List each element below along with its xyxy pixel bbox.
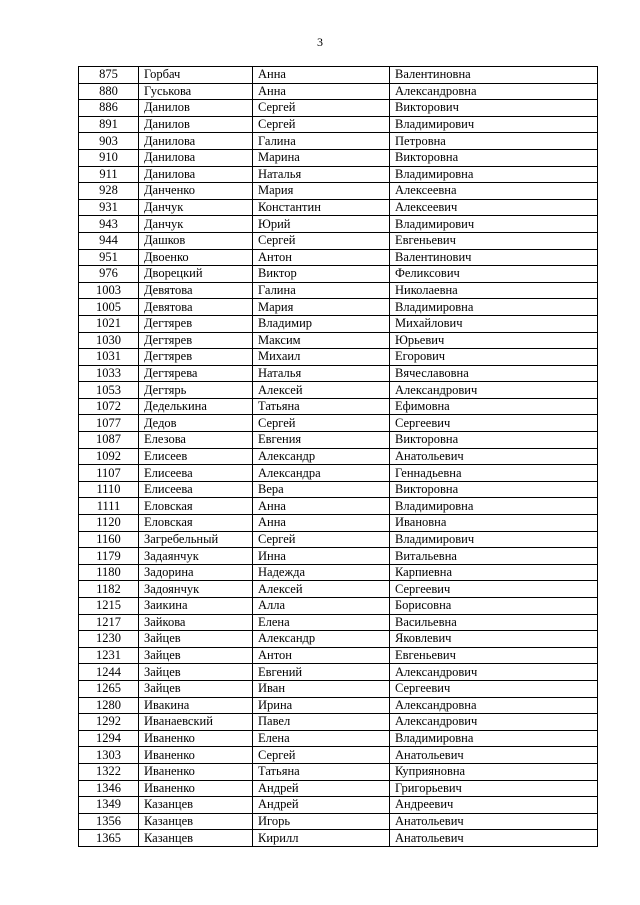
surname-cell: Горбач <box>139 67 253 84</box>
row-number-cell: 1110 <box>79 481 139 498</box>
first-name-cell: Галина <box>253 282 390 299</box>
row-number-cell: 1356 <box>79 813 139 830</box>
patronymic-cell: Евгеньевич <box>390 647 598 664</box>
patronymic-cell: Витальевна <box>390 548 598 565</box>
surname-cell: Дегтярь <box>139 382 253 399</box>
table-row <box>79 100 598 117</box>
surname-cell: Зайкова <box>139 614 253 631</box>
first-name-cell: Анна <box>253 498 390 515</box>
patronymic-cell: Александрович <box>390 664 598 681</box>
first-name-cell: Анна <box>253 83 390 100</box>
row-number-cell: 1031 <box>79 349 139 366</box>
table-row <box>79 614 598 631</box>
first-name-cell: Алла <box>253 598 390 615</box>
row-number-cell: 1303 <box>79 747 139 764</box>
patronymic-cell: Николаевна <box>390 282 598 299</box>
row-number-cell: 928 <box>79 183 139 200</box>
row-number-cell: 1294 <box>79 730 139 747</box>
table-row <box>79 714 598 731</box>
row-number-cell: 1180 <box>79 564 139 581</box>
surname-cell: Зайцев <box>139 631 253 648</box>
table-row <box>79 282 598 299</box>
surname-cell: Елисеева <box>139 465 253 482</box>
surname-cell: Еловская <box>139 498 253 515</box>
patronymic-cell: Алексеевич <box>390 199 598 216</box>
first-name-cell: Татьяна <box>253 398 390 415</box>
surname-cell: Данилова <box>139 149 253 166</box>
row-number-cell: 1092 <box>79 448 139 465</box>
table-row <box>79 813 598 830</box>
first-name-cell: Сергей <box>253 747 390 764</box>
table-row <box>79 199 598 216</box>
table-row <box>79 830 598 847</box>
row-number-cell: 891 <box>79 116 139 133</box>
first-name-cell: Инна <box>253 548 390 565</box>
first-name-cell: Марина <box>253 149 390 166</box>
surname-cell: Задорина <box>139 564 253 581</box>
first-name-cell: Михаил <box>253 349 390 366</box>
surname-cell: Дедов <box>139 415 253 432</box>
patronymic-cell: Владимирович <box>390 116 598 133</box>
first-name-cell: Наталья <box>253 365 390 382</box>
row-number-cell: 903 <box>79 133 139 150</box>
row-number-cell: 1120 <box>79 515 139 532</box>
names-table-body <box>79 67 598 847</box>
row-number-cell: 1111 <box>79 498 139 515</box>
patronymic-cell: Ивановна <box>390 515 598 532</box>
patronymic-cell: Владимировна <box>390 299 598 316</box>
surname-cell: Данилова <box>139 133 253 150</box>
first-name-cell: Наталья <box>253 166 390 183</box>
table-row <box>79 780 598 797</box>
first-name-cell: Сергей <box>253 100 390 117</box>
patronymic-cell: Петровна <box>390 133 598 150</box>
table-row <box>79 680 598 697</box>
surname-cell: Девятова <box>139 282 253 299</box>
table-row <box>79 531 598 548</box>
patronymic-cell: Анатольевич <box>390 747 598 764</box>
first-name-cell: Константин <box>253 199 390 216</box>
table-row <box>79 797 598 814</box>
row-number-cell: 1292 <box>79 714 139 731</box>
row-number-cell: 1033 <box>79 365 139 382</box>
surname-cell: Задаянчук <box>139 548 253 565</box>
first-name-cell: Сергей <box>253 232 390 249</box>
patronymic-cell: Сергеевич <box>390 680 598 697</box>
surname-cell: Дегтярев <box>139 332 253 349</box>
surname-cell: Елисеев <box>139 448 253 465</box>
row-number-cell: 931 <box>79 199 139 216</box>
first-name-cell: Александр <box>253 631 390 648</box>
patronymic-cell: Валентинович <box>390 249 598 266</box>
patronymic-cell: Ефимовна <box>390 398 598 415</box>
first-name-cell: Алексей <box>253 581 390 598</box>
patronymic-cell: Григорьевич <box>390 780 598 797</box>
patronymic-cell: Владимировна <box>390 498 598 515</box>
table-row <box>79 730 598 747</box>
patronymic-cell: Владимировна <box>390 166 598 183</box>
patronymic-cell: Евгеньевич <box>390 232 598 249</box>
table-row <box>79 166 598 183</box>
row-number-cell: 1003 <box>79 282 139 299</box>
table-row <box>79 432 598 449</box>
row-number-cell: 1021 <box>79 315 139 332</box>
first-name-cell: Мария <box>253 299 390 316</box>
row-number-cell: 1346 <box>79 780 139 797</box>
first-name-cell: Сергей <box>253 116 390 133</box>
table-row <box>79 598 598 615</box>
surname-cell: Задоянчук <box>139 581 253 598</box>
surname-cell: Иваненко <box>139 730 253 747</box>
table-row <box>79 249 598 266</box>
patronymic-cell: Вячеславовна <box>390 365 598 382</box>
surname-cell: Деделькина <box>139 398 253 415</box>
table-row <box>79 382 598 399</box>
first-name-cell: Анна <box>253 515 390 532</box>
surname-cell: Данчук <box>139 199 253 216</box>
table-row <box>79 67 598 84</box>
patronymic-cell: Алексеевна <box>390 183 598 200</box>
row-number-cell: 875 <box>79 67 139 84</box>
patronymic-cell: Юрьевич <box>390 332 598 349</box>
table-row <box>79 548 598 565</box>
table-row <box>79 564 598 581</box>
row-number-cell: 976 <box>79 266 139 283</box>
row-number-cell: 1230 <box>79 631 139 648</box>
first-name-cell: Антон <box>253 647 390 664</box>
table-row <box>79 216 598 233</box>
surname-cell: Данилов <box>139 116 253 133</box>
surname-cell: Елезова <box>139 432 253 449</box>
patronymic-cell: Александрович <box>390 382 598 399</box>
patronymic-cell: Валентиновна <box>390 67 598 84</box>
patronymic-cell: Анатольевич <box>390 830 598 847</box>
table-row <box>79 747 598 764</box>
surname-cell: Зайцев <box>139 647 253 664</box>
first-name-cell: Андрей <box>253 797 390 814</box>
row-number-cell: 1077 <box>79 415 139 432</box>
surname-cell: Елисеева <box>139 481 253 498</box>
surname-cell: Дегтярев <box>139 349 253 366</box>
first-name-cell: Евгения <box>253 432 390 449</box>
patronymic-cell: Яковлевич <box>390 631 598 648</box>
patronymic-cell: Анатольевич <box>390 448 598 465</box>
table-row <box>79 448 598 465</box>
page-number: 3 <box>317 35 323 49</box>
row-number-cell: 1322 <box>79 763 139 780</box>
table-row <box>79 647 598 664</box>
surname-cell: Зайцев <box>139 680 253 697</box>
row-number-cell: 1053 <box>79 382 139 399</box>
patronymic-cell: Геннадьевна <box>390 465 598 482</box>
patronymic-cell: Александрович <box>390 714 598 731</box>
surname-cell: Иваненко <box>139 763 253 780</box>
table-row <box>79 697 598 714</box>
first-name-cell: Виктор <box>253 266 390 283</box>
row-number-cell: 1280 <box>79 697 139 714</box>
first-name-cell: Юрий <box>253 216 390 233</box>
surname-cell: Ивакина <box>139 697 253 714</box>
table-row <box>79 763 598 780</box>
table-row <box>79 332 598 349</box>
table-row <box>79 581 598 598</box>
surname-cell: Данилов <box>139 100 253 117</box>
row-number-cell: 944 <box>79 232 139 249</box>
surname-cell: Загребельный <box>139 531 253 548</box>
patronymic-cell: Владимировна <box>390 730 598 747</box>
patronymic-cell: Васильевна <box>390 614 598 631</box>
table-row <box>79 631 598 648</box>
table-row <box>79 133 598 150</box>
row-number-cell: 911 <box>79 166 139 183</box>
first-name-cell: Сергей <box>253 415 390 432</box>
row-number-cell: 910 <box>79 149 139 166</box>
patronymic-cell: Сергеевич <box>390 581 598 598</box>
surname-cell: Зайцев <box>139 664 253 681</box>
first-name-cell: Елена <box>253 614 390 631</box>
table-row <box>79 664 598 681</box>
first-name-cell: Игорь <box>253 813 390 830</box>
patronymic-cell: Анатольевич <box>390 813 598 830</box>
table-row <box>79 481 598 498</box>
patronymic-cell: Владимирович <box>390 216 598 233</box>
row-number-cell: 1182 <box>79 581 139 598</box>
first-name-cell: Сергей <box>253 531 390 548</box>
row-number-cell: 1107 <box>79 465 139 482</box>
patronymic-cell: Викторовна <box>390 149 598 166</box>
row-number-cell: 1265 <box>79 680 139 697</box>
patronymic-cell: Михайлович <box>390 315 598 332</box>
row-number-cell: 880 <box>79 83 139 100</box>
row-number-cell: 1160 <box>79 531 139 548</box>
row-number-cell: 1179 <box>79 548 139 565</box>
patronymic-cell: Александровна <box>390 697 598 714</box>
surname-cell: Иваненко <box>139 780 253 797</box>
patronymic-cell: Борисовна <box>390 598 598 615</box>
surname-cell: Данчук <box>139 216 253 233</box>
row-number-cell: 1244 <box>79 664 139 681</box>
table-row <box>79 365 598 382</box>
first-name-cell: Максим <box>253 332 390 349</box>
table-row <box>79 465 598 482</box>
table-row <box>79 183 598 200</box>
patronymic-cell: Егорович <box>390 349 598 366</box>
table-row <box>79 83 598 100</box>
row-number-cell: 1072 <box>79 398 139 415</box>
table-row <box>79 398 598 415</box>
first-name-cell: Татьяна <box>253 763 390 780</box>
surname-cell: Заикина <box>139 598 253 615</box>
row-number-cell: 951 <box>79 249 139 266</box>
row-number-cell: 1087 <box>79 432 139 449</box>
row-number-cell: 1217 <box>79 614 139 631</box>
first-name-cell: Андрей <box>253 780 390 797</box>
patronymic-cell: Андреевич <box>390 797 598 814</box>
surname-cell: Иванаевский <box>139 714 253 731</box>
surname-cell: Данилова <box>139 166 253 183</box>
table-row <box>79 515 598 532</box>
patronymic-cell: Викторовна <box>390 481 598 498</box>
first-name-cell: Ирина <box>253 697 390 714</box>
patronymic-cell: Карпиевна <box>390 564 598 581</box>
surname-cell: Двоенко <box>139 249 253 266</box>
first-name-cell: Елена <box>253 730 390 747</box>
patronymic-cell: Феликсович <box>390 266 598 283</box>
first-name-cell: Алексей <box>253 382 390 399</box>
surname-cell: Казанцев <box>139 813 253 830</box>
surname-cell: Дашков <box>139 232 253 249</box>
first-name-cell: Надежда <box>253 564 390 581</box>
surname-cell: Казанцев <box>139 797 253 814</box>
patronymic-cell: Куприяновна <box>390 763 598 780</box>
names-table <box>78 66 598 847</box>
table-row <box>79 498 598 515</box>
surname-cell: Казанцев <box>139 830 253 847</box>
first-name-cell: Владимир <box>253 315 390 332</box>
table-row <box>79 116 598 133</box>
first-name-cell: Вера <box>253 481 390 498</box>
table-row <box>79 315 598 332</box>
first-name-cell: Александр <box>253 448 390 465</box>
row-number-cell: 1005 <box>79 299 139 316</box>
row-number-cell: 1231 <box>79 647 139 664</box>
first-name-cell: Павел <box>253 714 390 731</box>
table-row <box>79 149 598 166</box>
first-name-cell: Евгений <box>253 664 390 681</box>
row-number-cell: 1365 <box>79 830 139 847</box>
first-name-cell: Иван <box>253 680 390 697</box>
row-number-cell: 1030 <box>79 332 139 349</box>
row-number-cell: 1349 <box>79 797 139 814</box>
patronymic-cell: Владимирович <box>390 531 598 548</box>
patronymic-cell: Викторович <box>390 100 598 117</box>
row-number-cell: 943 <box>79 216 139 233</box>
first-name-cell: Анна <box>253 67 390 84</box>
surname-cell: Дегтярева <box>139 365 253 382</box>
surname-cell: Дворецкий <box>139 266 253 283</box>
first-name-cell: Антон <box>253 249 390 266</box>
table-row <box>79 299 598 316</box>
patronymic-cell: Александровна <box>390 83 598 100</box>
first-name-cell: Галина <box>253 133 390 150</box>
surname-cell: Данченко <box>139 183 253 200</box>
surname-cell: Девятова <box>139 299 253 316</box>
surname-cell: Гуськова <box>139 83 253 100</box>
surname-cell: Дегтярев <box>139 315 253 332</box>
first-name-cell: Александра <box>253 465 390 482</box>
first-name-cell: Кирилл <box>253 830 390 847</box>
patronymic-cell: Сергеевич <box>390 415 598 432</box>
surname-cell: Еловская <box>139 515 253 532</box>
row-number-cell: 886 <box>79 100 139 117</box>
surname-cell: Иваненко <box>139 747 253 764</box>
table-row <box>79 349 598 366</box>
first-name-cell: Мария <box>253 183 390 200</box>
table-row <box>79 266 598 283</box>
row-number-cell: 1215 <box>79 598 139 615</box>
table-row <box>79 232 598 249</box>
table-row <box>79 415 598 432</box>
patronymic-cell: Викторовна <box>390 432 598 449</box>
